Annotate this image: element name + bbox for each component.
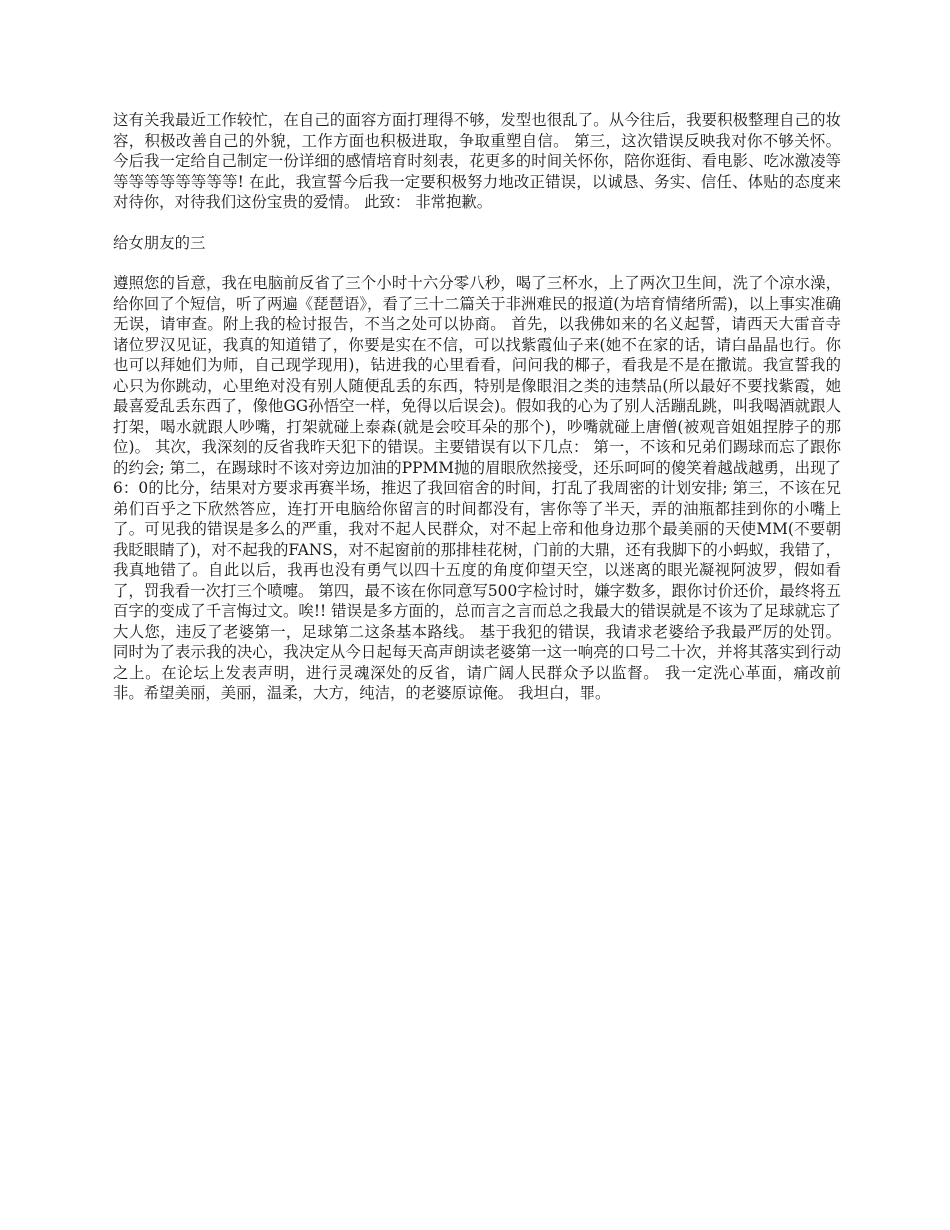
paragraph-self-criticism: 遵照您的旨意，我在电脑前反省了三个小时十六分零八秒，喝了三杯水，上了两次卫生间，洗了个凉水澡，给你回了个短信，听了两遍《琵琶语》，看了三十二篇关于非洲难民的报道(为培育情绪所需)，以上事实准确无误，请审查。附上我的检讨报告，不当之处可以协商。 首先，以我佛如来的名义起誓，请西天大雷音寺诸位罗汉见证，我真的知道错了，你要是实在不信，可以找紫霞仙子来(她不在家的话，请白晶晶也行。你也可以拜她们为师，自己现学现用)，钻进我的心里看看，问问我的椰子，看我是不是在撒谎。我宣誓我的心只为你跳动，心里绝对没有别人随便乱丢的东西，特别是像眼泪之类的违禁品(所以最好不要找紫霞，她最喜爱乱丢东西了，像他GG孙悟空一样，免得以后误会)。假如我的心为了别人活蹦乱跳，叫我喝酒就跟人打架，喝水就跟人吵嘴，打架就碰上泰森(就是会咬耳朵的那个)，吵嘴就碰上唐僧(被观音姐姐捏脖子的那位)。 其次，我深刻的反省我昨天犯下的错误。主要错误有以下几点： 第一，不该和兄弟们踢球而忘了跟你的约会; 第二，在踢球时不该对旁边加油的PPMM抛的眉眼欣然接受，还乐呵呵的傻笑着越战越勇，出现了6：0的比分，结果对方要求再赛半场，推迟了我回宿舍的时间，打乱了我周密的计划安排; 第三，不该在兄弟们百乎之下欣然答应，连打开电脑给你留言的时间都没有，害你等了半天，弄的油瓶都挂到你的小嘴上了。可见我的错误是多么的严重，我对不起人民群众，对不起上帝和他身边那个最美丽的天使MM(不要朝我眨眼睛了)，对不起我的FANS，对不起窗前的那排桂花树，门前的大鼎，还有我脚下的小蚂蚁，我错了，我真地错了。自此以后，我再也没有勇气以四十五度的角度仰望天空，以迷离的眼光凝视阿波罗，假如看了，罚我看一次打三个喷嚏。 第四，最不该在你同意写500字检讨时，嫌字数多，跟你讨价还价，最终将五百字的变成了千言悔过文。唉!! 错误是多方面的，总而言之言而总之我最大的错误就是不该为了足球就忘了大人您，违反了老婆第一，足球第二这条基本路线。 基于我犯的错误，我请求老婆给予我最严厉的处罚。同时为了表示我的决心，我决定从今日起每天高声朗读老婆第一这一响亮的口号二十次，并将其落实到行动之上。在论坛上发表声明，进行灵魂深处的反省，请广阔人民群众予以监督。 我一定洗心革面，痛改前非。希望美丽，美丽，温柔，大方，纯洁，的老婆原谅俺。 我坦白，罪。: [113, 274, 841, 702]
section-heading: 给女朋友的三: [113, 233, 206, 252]
document-page: [113, 110, 841, 724]
paragraph-apology-continuation: 这有关我最近工作较忙，在自己的面容方面打理得不够，发型也很乱了。从今往后，我要积极整理自己的妆容，积极改善自己的外貌，工作方面也积极进取，争取重塑自信。 第三，这次错误反映我对你不够关怀。今后我一定给自己制定一份详细的感情培育时刻表，花更多的时间关怀你，陪你逛街、看电影、吃冰激凌等等等等等等等等等! 在此，我宣誓今后我一定要积极努力地改正错误，以诚恳、务实、信任、体贴的态度来对待你，对待我们这份宝贵的爱情。 此致： 非常抱歉。: [113, 111, 841, 211]
